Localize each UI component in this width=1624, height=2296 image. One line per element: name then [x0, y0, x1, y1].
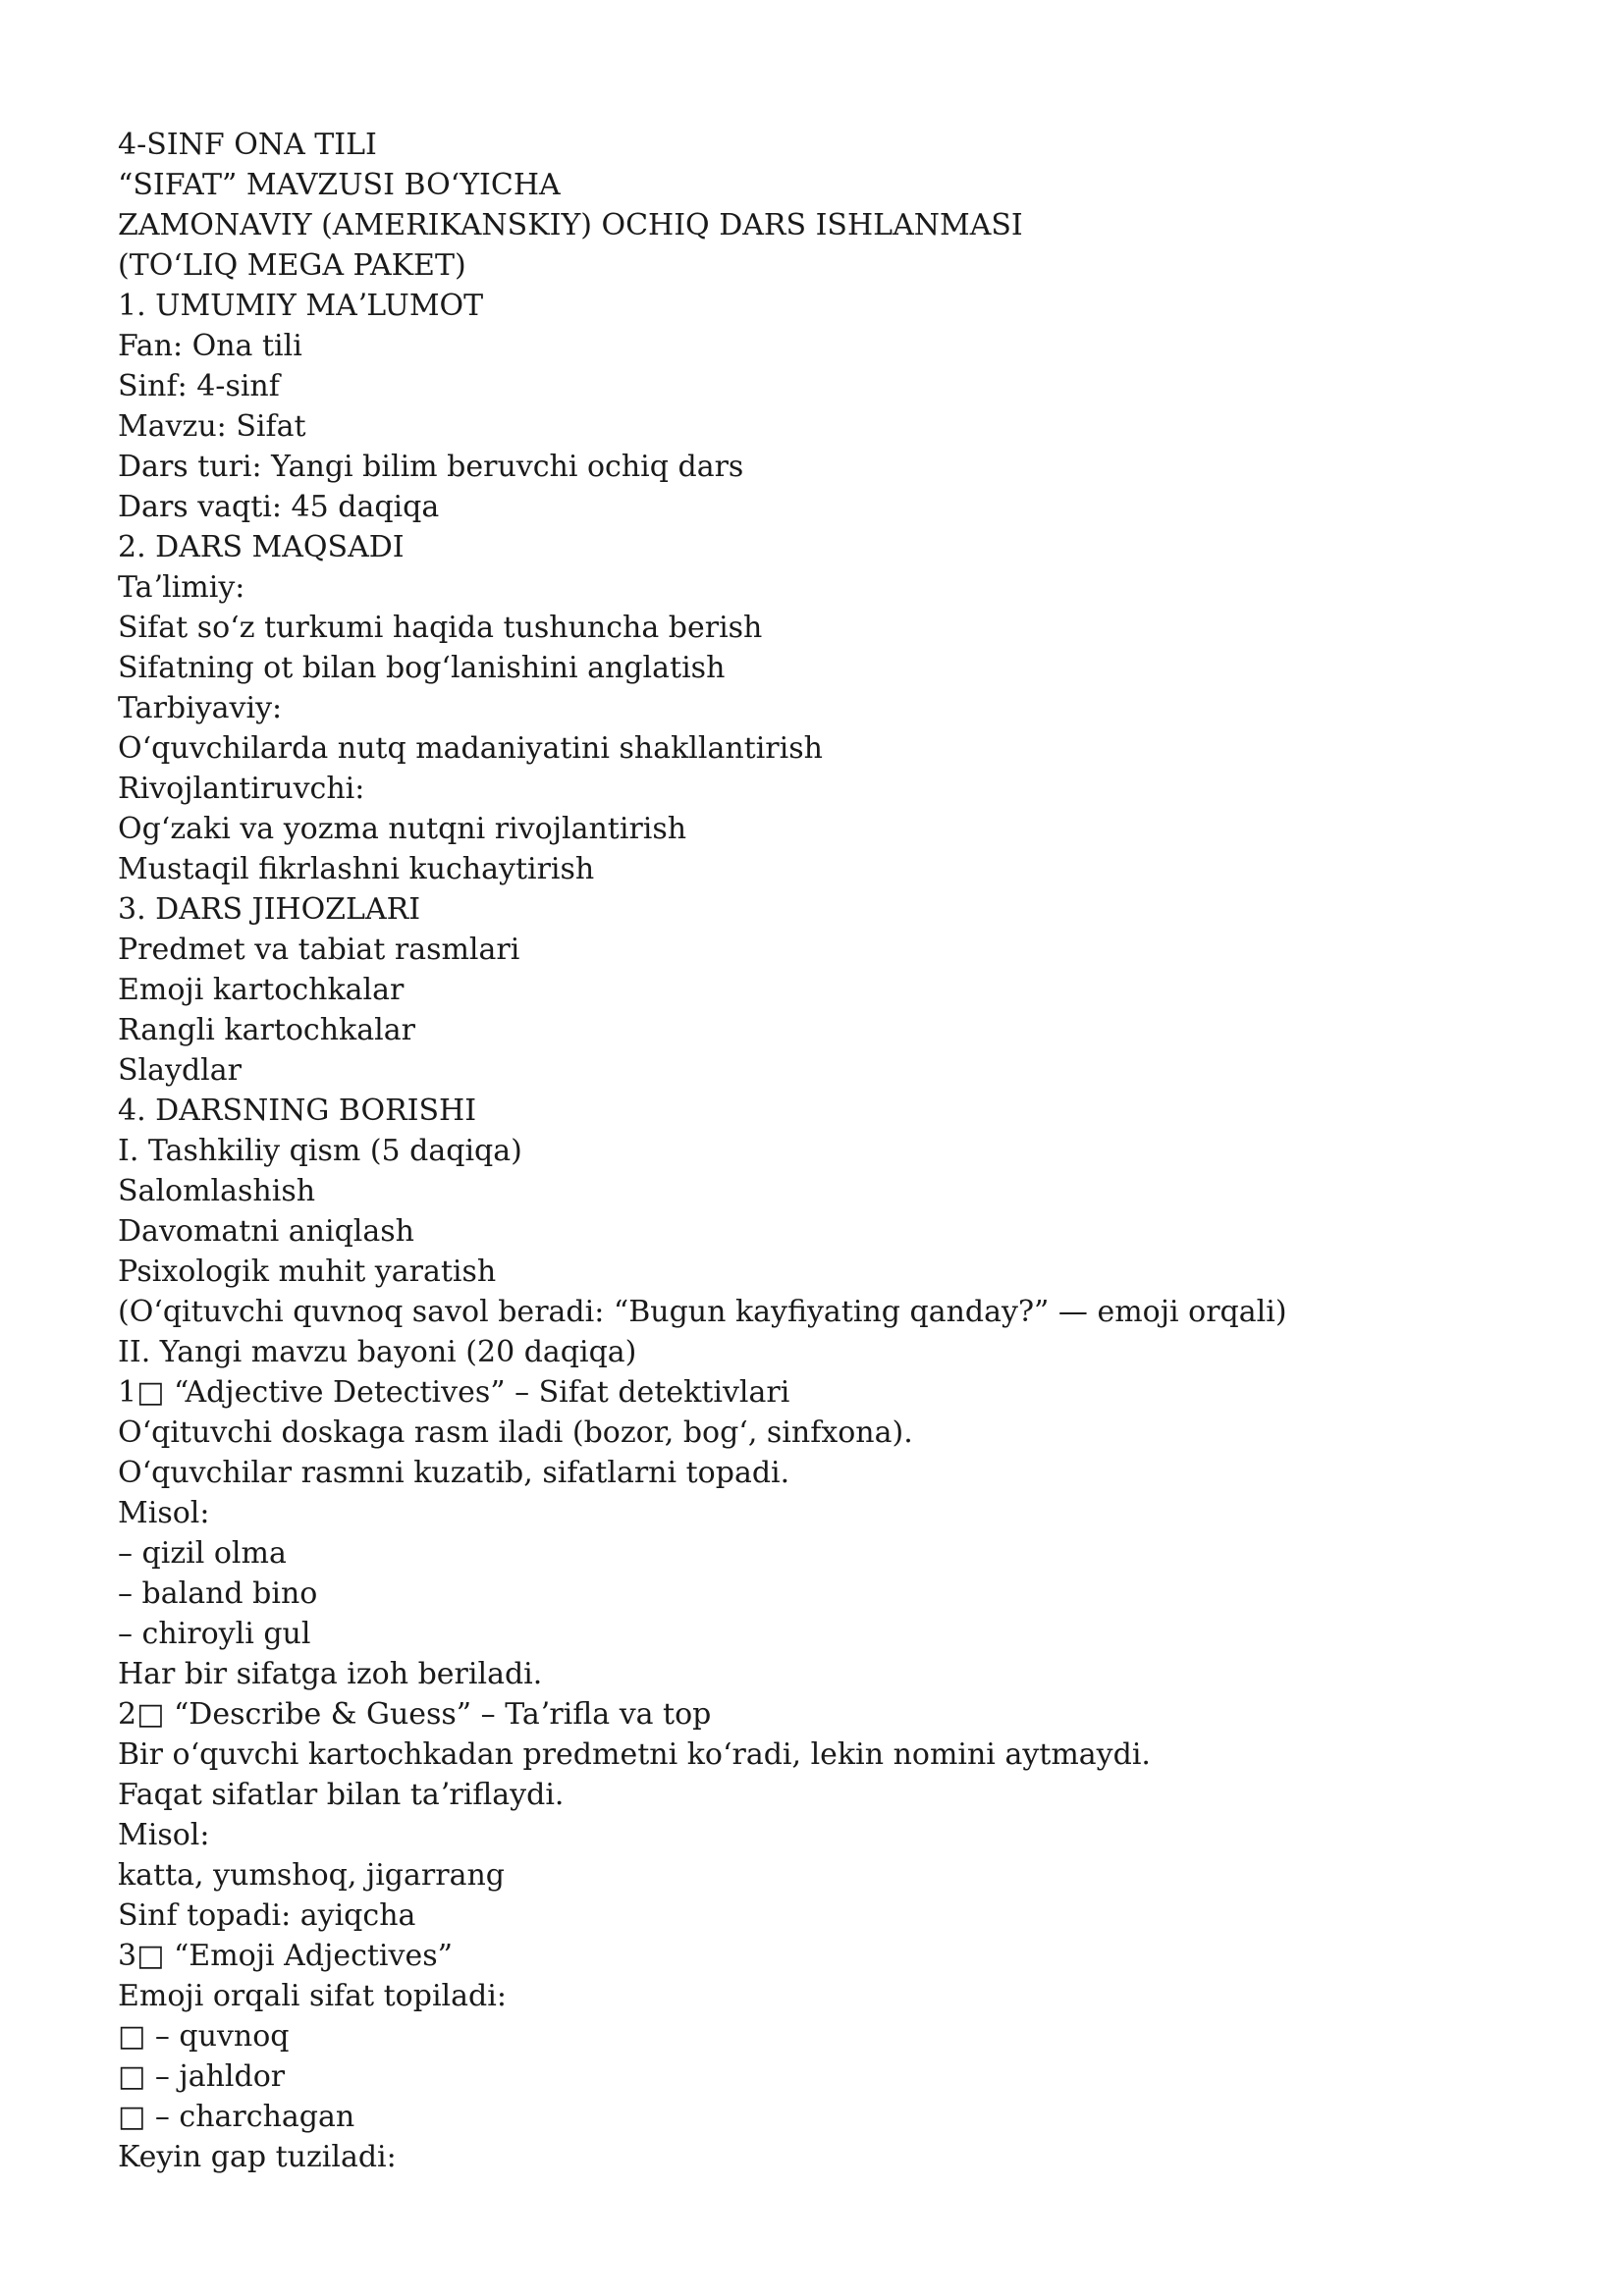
- text-line: Oʻquvchilarda nutq madaniyatini shakllantirish: [118, 731, 823, 766]
- document-body: [118, 125, 1512, 2177]
- text-line: Misol:: [118, 1496, 210, 1530]
- text-line: Rivojlantiruvchi:: [118, 772, 365, 806]
- doc-title-topic: “SIFAT” MAVZUSI BOʻYICHA: [118, 168, 561, 202]
- doc-title-grade: 4-SINF ONA TILI: [118, 128, 377, 162]
- text-line: Salomlashish: [118, 1174, 316, 1208]
- text-line: Emoji kartochkalar: [118, 973, 405, 1007]
- text-line: Predmet va tabiat rasmlari: [118, 933, 520, 967]
- text-line: Misol:: [118, 1818, 210, 1852]
- text-line: Fan: Ona tili: [118, 329, 302, 363]
- text-line: Mustaqil fikrlashni kuchaytirish: [118, 852, 595, 886]
- text-line: 1□ “Adjective Detectives” – Sifat detektivlari: [118, 1375, 790, 1410]
- text-line: Emoji orqali sifat topiladi:: [118, 1979, 507, 2013]
- text-line: II. Yangi mavzu bayoni (20 daqiqa): [118, 1335, 637, 1369]
- text-line: □ – charchagan: [118, 2100, 355, 2134]
- text-line: □ – jahldor: [118, 2059, 286, 2094]
- text-line: – baland bino: [118, 1576, 318, 1611]
- text-line: Psixologik muhit yaratish: [118, 1255, 497, 1289]
- section-heading-general-info: 1. UMUMIY MAʼLUMOT: [118, 289, 484, 323]
- section-heading-lesson-flow: 4. DARSNING BORISHI: [118, 1094, 477, 1128]
- text-line: Oʻqituvchi doskaga rasm iladi (bozor, bogʻ, sinfxona).: [118, 1415, 913, 1450]
- section-heading-equipment: 3. DARS JIHOZLARI: [118, 892, 421, 927]
- text-line: Bir oʻquvchi kartochkadan predmetni koʻradi, lekin nomini aytmaydi.: [118, 1737, 1151, 1772]
- doc-title-package: (TOʻLIQ MEGA PAKET): [118, 248, 466, 283]
- doc-title-type: ZAMONAVIY (AMERIKANSKIY) OCHIQ DARS ISHLANMASI: [118, 208, 1023, 242]
- text-line: Sifat soʻz turkumi haqida tushuncha berish: [118, 611, 763, 645]
- text-line: Sinf: 4-sinf: [118, 369, 280, 403]
- text-line: Davomatni aniqlash: [118, 1214, 414, 1249]
- section-heading-lesson-goal: 2. DARS MAQSADI: [118, 530, 405, 564]
- text-line: Mavzu: Sifat: [118, 409, 306, 444]
- text-line: Oʻquvchilar rasmni kuzatib, sifatlarni topadi.: [118, 1456, 790, 1490]
- text-line: I. Tashkiliy qism (5 daqiqa): [118, 1134, 522, 1168]
- text-line: – qizil olma: [118, 1536, 287, 1571]
- text-line: katta, yumshoq, jigarrang: [118, 1858, 505, 1893]
- text-line: 3□ “Emoji Adjectives”: [118, 1939, 453, 1973]
- text-line: Ogʻzaki va yozma nutqni rivojlantirish: [118, 812, 687, 846]
- text-line: Dars turi: Yangi bilim beruvchi ochiq dars: [118, 450, 744, 484]
- text-line: Faqat sifatlar bilan taʼriflaydi.: [118, 1778, 565, 1812]
- text-line: Taʼlimiy:: [118, 570, 245, 605]
- text-line: Tarbiyaviy:: [118, 691, 283, 725]
- text-line: □ – quvnoq: [118, 2019, 290, 2054]
- text-line: Sifatning ot bilan bogʻlanishini anglatish: [118, 651, 726, 685]
- text-line: 2□ “Describe & Guess” – Taʼrifla va top: [118, 1697, 712, 1732]
- text-line: Har bir sifatga izoh beriladi.: [118, 1657, 543, 1691]
- text-line: Sinf topadi: ayiqcha: [118, 1898, 416, 1933]
- text-line: Rangli kartochkalar: [118, 1013, 415, 1047]
- text-line: Dars vaqti: 45 daqiqa: [118, 490, 440, 524]
- text-line: – chiroyli gul: [118, 1617, 311, 1651]
- text-line: Slaydlar: [118, 1053, 243, 1088]
- text-line: (Oʻqituvchi quvnoq savol beradi: “Bugun kayfiyating qanday?” — emoji orqali): [118, 1295, 1287, 1329]
- text-line: Keyin gap tuziladi:: [118, 2140, 397, 2174]
